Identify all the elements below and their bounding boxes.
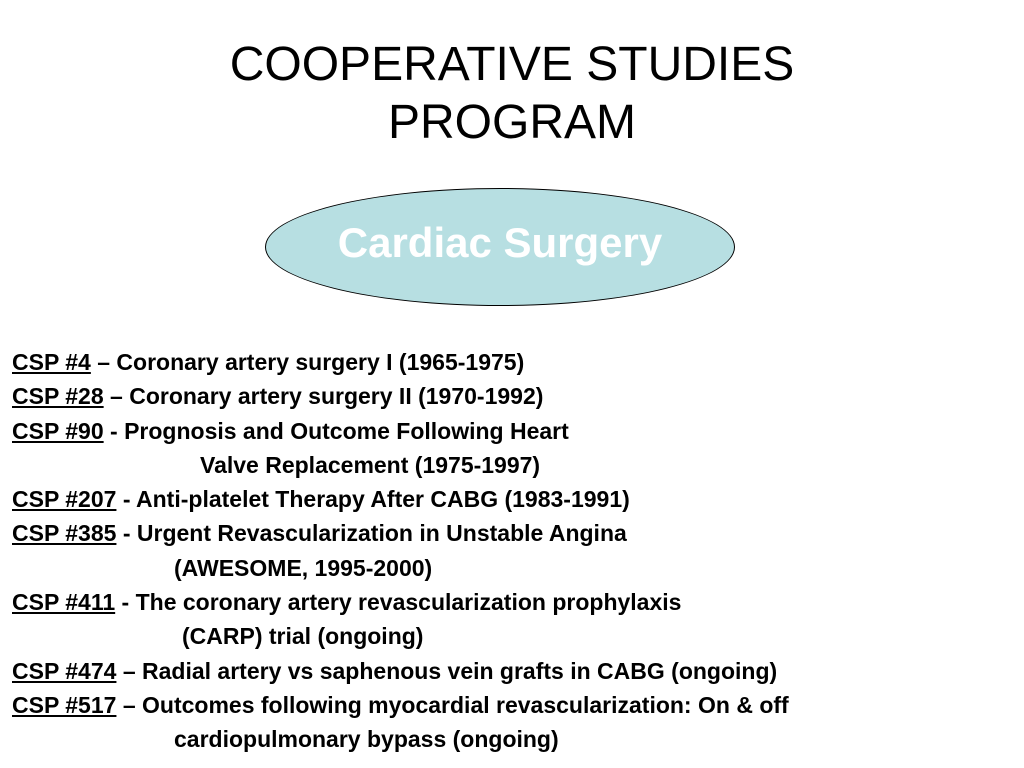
study-description: – Coronary artery surgery I (1965-1975): [90, 349, 525, 375]
study-description: – Coronary artery surgery II (1970-1992): [103, 383, 544, 410]
study-description: - The coronary artery revascularization prophylaxis: [115, 589, 682, 616]
study-item-csp-28: [12, 379, 1017, 413]
study-description-continuation: (CARP) trial (ongoing): [182, 623, 424, 650]
study-code-link[interactable]: CSP #28: [12, 383, 104, 410]
slide-title: [0, 36, 1024, 152]
study-code-link[interactable]: CSP #4: [12, 349, 91, 375]
study-description: - Anti-platelet Therapy After CABG (1983-1991): [116, 486, 630, 513]
study-description-continuation: Valve Replacement (1975-1997): [200, 451, 541, 478]
study-item-csp-207: [12, 482, 1017, 516]
oval-label: Cardiac Surgery: [337, 219, 663, 266]
study-description: - Prognosis and Outcome Following Heart: [103, 417, 569, 444]
study-item-csp-90: [12, 414, 1017, 448]
study-description: – Radial artery vs saphenous vein grafts in CABG (ongoing): [116, 657, 778, 684]
study-description: – Outcomes following myocardial revascularization: On & off: [116, 691, 789, 718]
study-item-csp-385: [12, 516, 1017, 550]
cardiac-surgery-oval: [265, 188, 735, 306]
study-code-link[interactable]: CSP #474: [12, 657, 117, 684]
study-item-csp-411: [12, 585, 1017, 619]
study-list: [12, 345, 1017, 757]
study-code-link[interactable]: CSP #517: [12, 691, 117, 718]
study-description-continuation: (AWESOME, 1995-2000): [174, 554, 433, 581]
study-item-csp-517: [12, 688, 1017, 722]
slide-title-line-1: COOPERATIVE STUDIES: [229, 38, 795, 91]
study-description: - Urgent Revascularization in Unstable Angina: [116, 520, 627, 547]
study-code-link[interactable]: CSP #411: [12, 589, 116, 616]
study-code-link[interactable]: CSP #90: [12, 417, 104, 444]
slide-title-line-2: PROGRAM: [387, 96, 636, 149]
study-code-link[interactable]: CSP #207: [12, 486, 117, 513]
study-description-continuation: cardiopulmonary bypass (ongoing): [174, 726, 559, 753]
study-item-csp-474: [12, 654, 1017, 688]
study-item-csp-4: [12, 345, 1017, 379]
study-code-link[interactable]: CSP #385: [12, 520, 117, 547]
